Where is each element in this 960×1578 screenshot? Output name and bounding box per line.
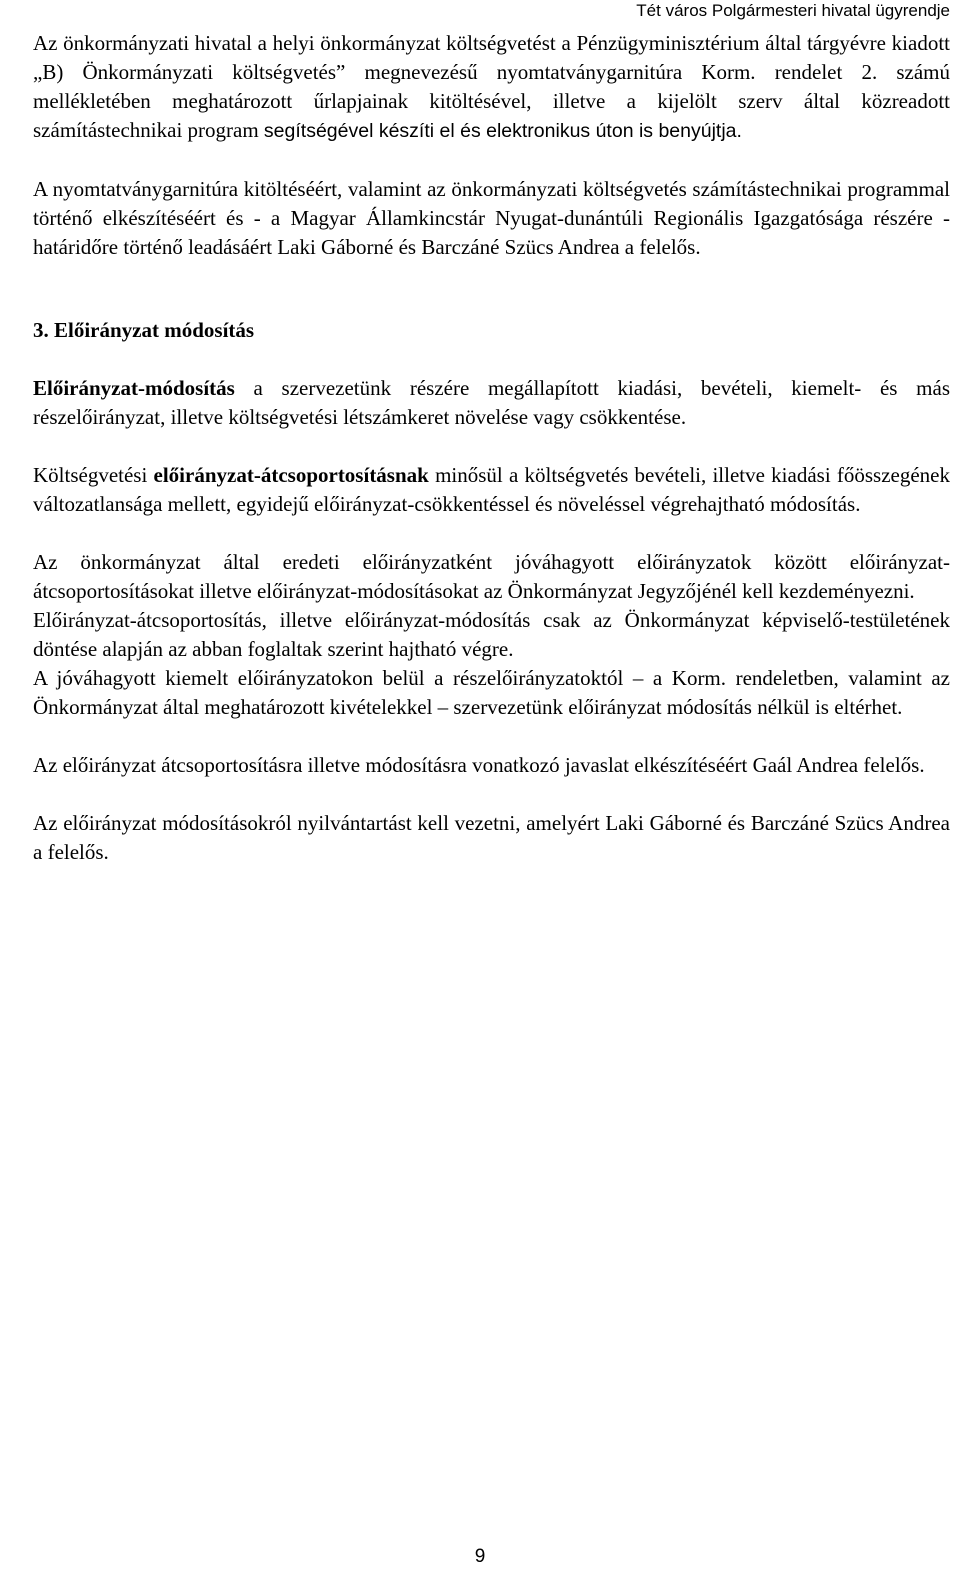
- paragraph-deviation: A jóváhagyott kiemelt előirányzatokon belül a részelőirányzatoktól – a Korm. rendeletben, valamint az Önkormányzat által meghatározott kivételekkel – szervezetünk előirányzat módosítás nélkül is eltérhet.: [33, 666, 950, 719]
- document-body: [33, 29, 950, 867]
- definition-regrouping-text: minősül a költségvetés bevételi, illetve kiadási főösszegének változatlansága mellett, egyidejű előirányzat-csökkentéssel és növeléssel végrehajtható módosítás.: [33, 463, 950, 516]
- paragraph-definition-regrouping: [33, 461, 950, 519]
- paragraph-responsibility: A nyomtatványgarnitúra kitöltéséért, valamint az önkormányzati költségvetés számítástechnikai programmal történő elkészítéséért és - a Magyar Államkincstár Nyugat-dunántúli Regionális Igazgatósága részére - határidőre történő leadásáért Laki Gáborné és Barczáné Szücs Andrea a felelős.: [33, 177, 950, 259]
- paragraph-register-responsible: Az előirányzat módosításokról nyilvántartást kell vezetni, amelyért Laki Gáborné és Barczáné Szücs Andrea a felelős.: [33, 811, 950, 864]
- paragraph-budget-submission: [33, 29, 950, 146]
- definition-regrouping-prefix: Költségvetési: [33, 463, 154, 487]
- running-header: Tét város Polgármesteri hivatal ügyrendje: [636, 1, 950, 20]
- term-regrouping: előirányzat-átcsoportosításnak: [153, 463, 429, 487]
- page-number: 9: [474, 1546, 486, 1567]
- term-modification: Előirányzat-módosítás: [33, 376, 235, 400]
- paragraph-decision: Előirányzat-átcsoportosítás, illetve előirányzat-módosítás csak az Önkormányzat képviselő-testületének döntése alapján az abban foglaltak szerint hajtható végre.: [33, 608, 950, 661]
- paragraph-definition-modification: [33, 374, 950, 432]
- paragraph-initiation: Az önkormányzat által eredeti előirányzatként jóváhagyott előirányzatok között előirányzat-átcsoportosításokat illetve előirányzat-módosításokat az Önkormányzat Jegyzőjénél kell kezdeményezni.: [33, 550, 950, 603]
- paragraph-budget-submission-serif: Az önkormányzati hivatal a helyi önkormányzat költségvetést a Pénzügyminisztérium által tárgyévre kiadott „B) Önkormányzati költségvetés” megnevezésű nyomtatványgarnitúra Korm. rendelet 2. számú mellékletében meghatározott űrlapjainak kitöltésével, illetve a kijelölt szerv által közreadott számítástechnikai program: [33, 31, 950, 142]
- section-heading: 3. Előirányzat módosítás: [33, 318, 255, 342]
- paragraph-budget-submission-sans: segítségével készíti el és elektronikus úton is benyújtja.: [263, 120, 742, 142]
- definition-modification-text: a szervezetünk részére megállapított kiadási, bevételi, kiemelt- és más részelőirányzat, illetve költségvetési létszámkeret növelése vagy csökkentése.: [33, 376, 950, 429]
- paragraph-proposal-responsible: Az előirányzat átcsoportosításra illetve módosításra vonatkozó javaslat elkészítéséért Gaál Andrea felelős.: [33, 753, 925, 777]
